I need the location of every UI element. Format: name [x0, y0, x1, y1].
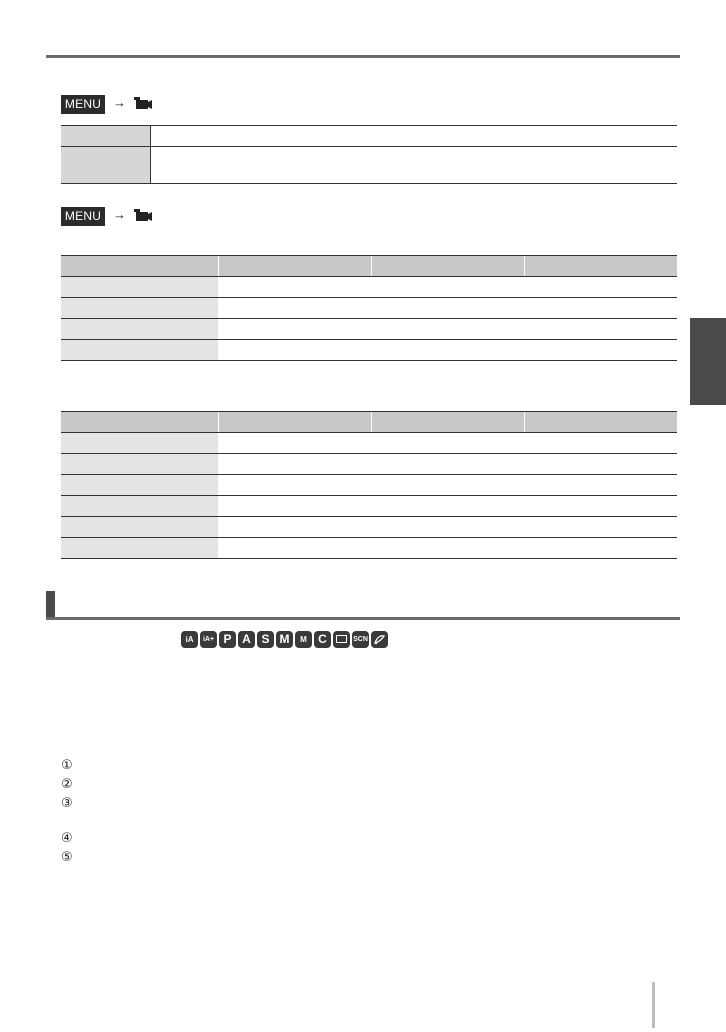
panorama-mode-icon [333, 631, 350, 648]
info-table [61, 125, 677, 184]
arrow-icon: → [113, 95, 126, 110]
table-cell [218, 340, 371, 361]
table-cell [524, 454, 677, 475]
table-cell [218, 496, 371, 517]
intelligent-auto-mode-icon: iA [181, 631, 198, 648]
info-value [151, 126, 678, 147]
table-cell [371, 277, 524, 298]
intelligent-auto-plus-mode-icon: iA+ [200, 631, 217, 648]
custom-mode-icon: C [314, 631, 331, 648]
table-cell [371, 454, 524, 475]
table-row [61, 298, 677, 319]
table-cell [524, 340, 677, 361]
table-cell [524, 319, 677, 340]
table-cell [524, 538, 677, 559]
table-cell [61, 496, 218, 517]
table-cell [61, 538, 218, 559]
table-cell [371, 517, 524, 538]
step-marker-3: ③ [61, 796, 73, 811]
table-row [61, 277, 677, 298]
table-cell [61, 298, 218, 319]
menu-button-icon: MENU [61, 207, 105, 226]
table-row [61, 538, 677, 559]
table-cell [218, 454, 371, 475]
table-row [61, 475, 677, 496]
table-header [524, 256, 677, 277]
recording-mode-icons [181, 631, 388, 648]
section-heading-marker [46, 591, 55, 619]
step-marker-1: ① [61, 758, 73, 773]
table-cell [218, 475, 371, 496]
table-row [61, 433, 677, 454]
table-cell [61, 319, 218, 340]
table-row [61, 319, 677, 340]
table-cell [371, 433, 524, 454]
table-cell [218, 517, 371, 538]
table-cell [371, 496, 524, 517]
table-cell [218, 538, 371, 559]
table-cell [61, 277, 218, 298]
table-header [61, 256, 218, 277]
table-header [61, 412, 218, 433]
section-rule [46, 617, 680, 620]
table-cell [61, 454, 218, 475]
aperture-priority-mode-icon: A [238, 631, 255, 648]
table-cell [218, 319, 371, 340]
menu-button-icon: MENU [61, 95, 105, 114]
motion-picture-menu-icon [133, 96, 153, 112]
creative-control-mode-icon [371, 631, 388, 648]
table-cell [524, 298, 677, 319]
step-marker-2: ② [61, 777, 73, 792]
table-cell [218, 433, 371, 454]
table-cell [371, 538, 524, 559]
table-cell [371, 298, 524, 319]
table-cell [61, 340, 218, 361]
table-cell [524, 277, 677, 298]
program-ae-mode-icon: P [219, 631, 236, 648]
header-rule [46, 55, 680, 58]
creative-video-mode-icon: M [295, 631, 312, 648]
info-key [61, 147, 151, 184]
table-cell [524, 496, 677, 517]
table-cell [371, 340, 524, 361]
table-header [371, 256, 524, 277]
info-value [151, 147, 678, 184]
table-header [218, 256, 371, 277]
scene-guide-mode-icon: SCN [352, 631, 369, 648]
table-row [61, 517, 677, 538]
table-header [524, 412, 677, 433]
step-marker-4: ④ [61, 831, 73, 846]
table-cell [61, 433, 218, 454]
settings-table-2 [61, 411, 677, 559]
table-cell [371, 319, 524, 340]
table-cell [524, 475, 677, 496]
motion-picture-menu-icon [133, 208, 153, 224]
table-header [371, 412, 524, 433]
table-row [61, 340, 677, 361]
table-cell [524, 517, 677, 538]
page-number-bar [652, 982, 655, 1028]
table-cell [218, 277, 371, 298]
table-cell [371, 475, 524, 496]
table-cell [524, 433, 677, 454]
table-cell [61, 475, 218, 496]
table-row [61, 496, 677, 517]
chapter-tab [690, 318, 726, 405]
table-cell [218, 298, 371, 319]
table-row [61, 454, 677, 475]
settings-table-1 [61, 255, 677, 361]
manual-exposure-mode-icon: M [276, 631, 293, 648]
step-marker-5: ⑤ [61, 850, 73, 865]
arrow-icon: → [113, 207, 126, 222]
table-header [218, 412, 371, 433]
info-key [61, 126, 151, 147]
table-cell [61, 517, 218, 538]
shutter-priority-mode-icon: S [257, 631, 274, 648]
